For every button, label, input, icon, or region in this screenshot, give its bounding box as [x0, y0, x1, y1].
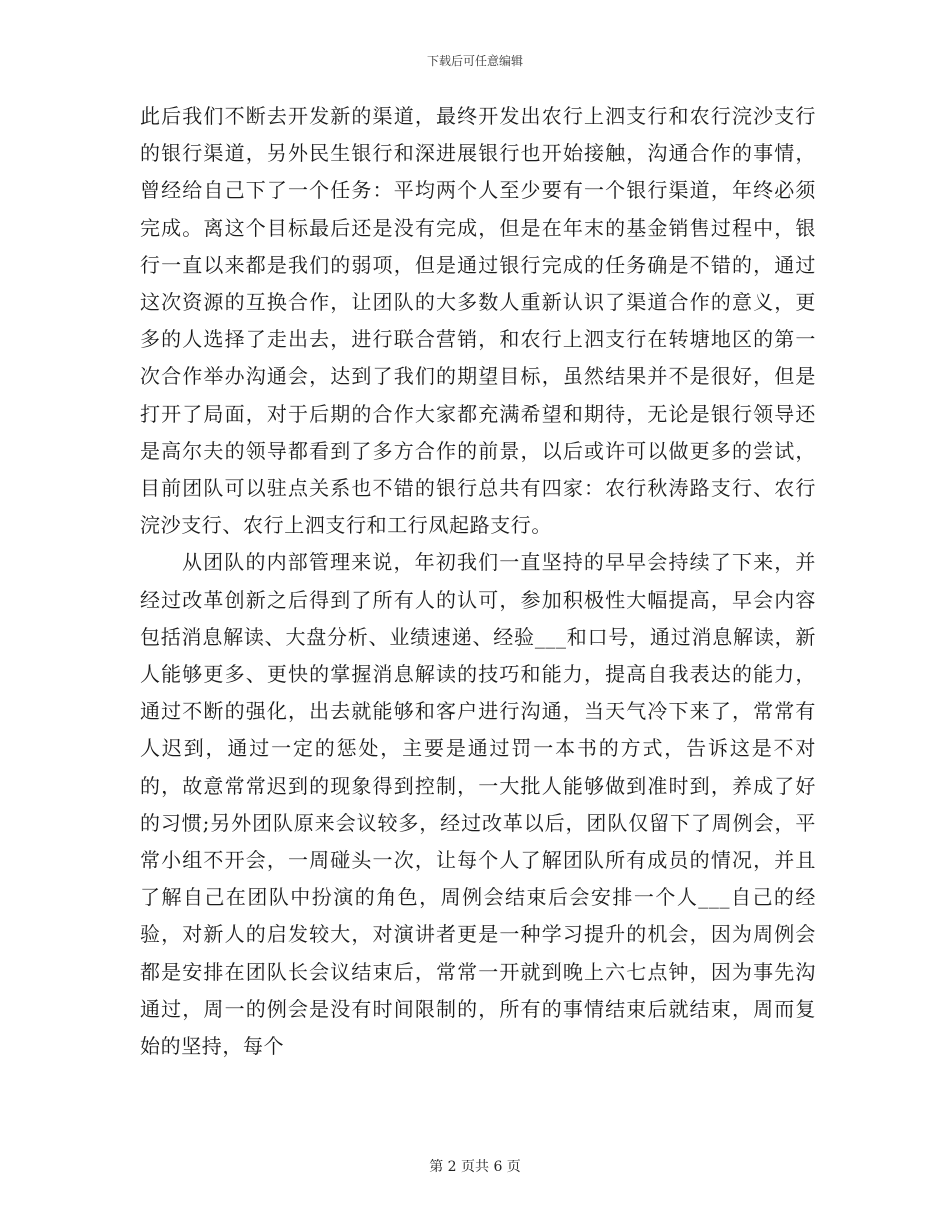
page-number-footer: 第 2 页共 6 页: [429, 1159, 521, 1175]
document-body: [140, 98, 816, 1065]
body-paragraph-1: 此后我们不断去开发新的渠道，最终开发出农行上泗支行和农行浣沙支行的银行渠道，另外民生银行和深进展银行也开始接触，沟通合作的事情，曾经给自己下了一个任务：平均两个人至少要有一个银行渠道，年终必须完成。离这个目标最后还是没有完成，但是在年末的基金销售过程中，银行一直以来都是我们的弱项，但是通过银行完成的任务确是不错的，通过这次资源的互换合作，让团队的大多数人重新认识了渠道合作的意义，更多的人选择了走出去，进行联合营销，和农行上泗支行在转塘地区的第一次合作举办沟通会，达到了我们的期望目标，虽然结果并不是很好，但是打开了局面，对于后期的合作大家都充满希望和期待，无论是银行领导还是高尔夫的领导都看到了多方合作的前景，以后或许可以做更多的尝试，目前团队可以驻点关系也不错的银行总共有四家：农行秋涛路支行、农行浣沙支行、农行上泗支行和工行凤起路支行。: [140, 104, 816, 538]
body-paragraph-2: 从团队的内部管理来说，年初我们一直坚持的早早会持续了下来，并经过改革创新之后得到了所有人的认可，参加积极性大幅提高，早会内容包括消息解读、大盘分析、业绩速递、经验___和口号，通过消息解读，新人能够更多、更快的掌握消息解读的技巧和能力，提高自我表达的能力，通过不断的强化，出去就能够和客户进行沟通，当天气冷下来了，常常有人迟到，通过一定的惩处，主要是通过罚一本书的方式，告诉这是不对的，故意常常迟到的现象得到控制，一大批人能够做到准时到，养成了好的习惯;另外团队原来会议较多，经过改革以后，团队仅留下了周例会，平常小组不开会，一周碰头一次，让每个人了解团队所有成员的情况，并且了解自己在团队中扮演的角色，周例会结束后会安排一个人___自己的经验，对新人的启发较大，对演讲者更是一种学习提升的机会，因为周例会都是安排在团队长会议结束后，常常一开就到晚上六七点钟，因为事先沟通过，周一的例会是没有时间限制的，所有的事情结束后就结束，周而复始的坚持，每个: [140, 550, 816, 1059]
page-header: 下载后可任意编辑: [426, 54, 523, 68]
